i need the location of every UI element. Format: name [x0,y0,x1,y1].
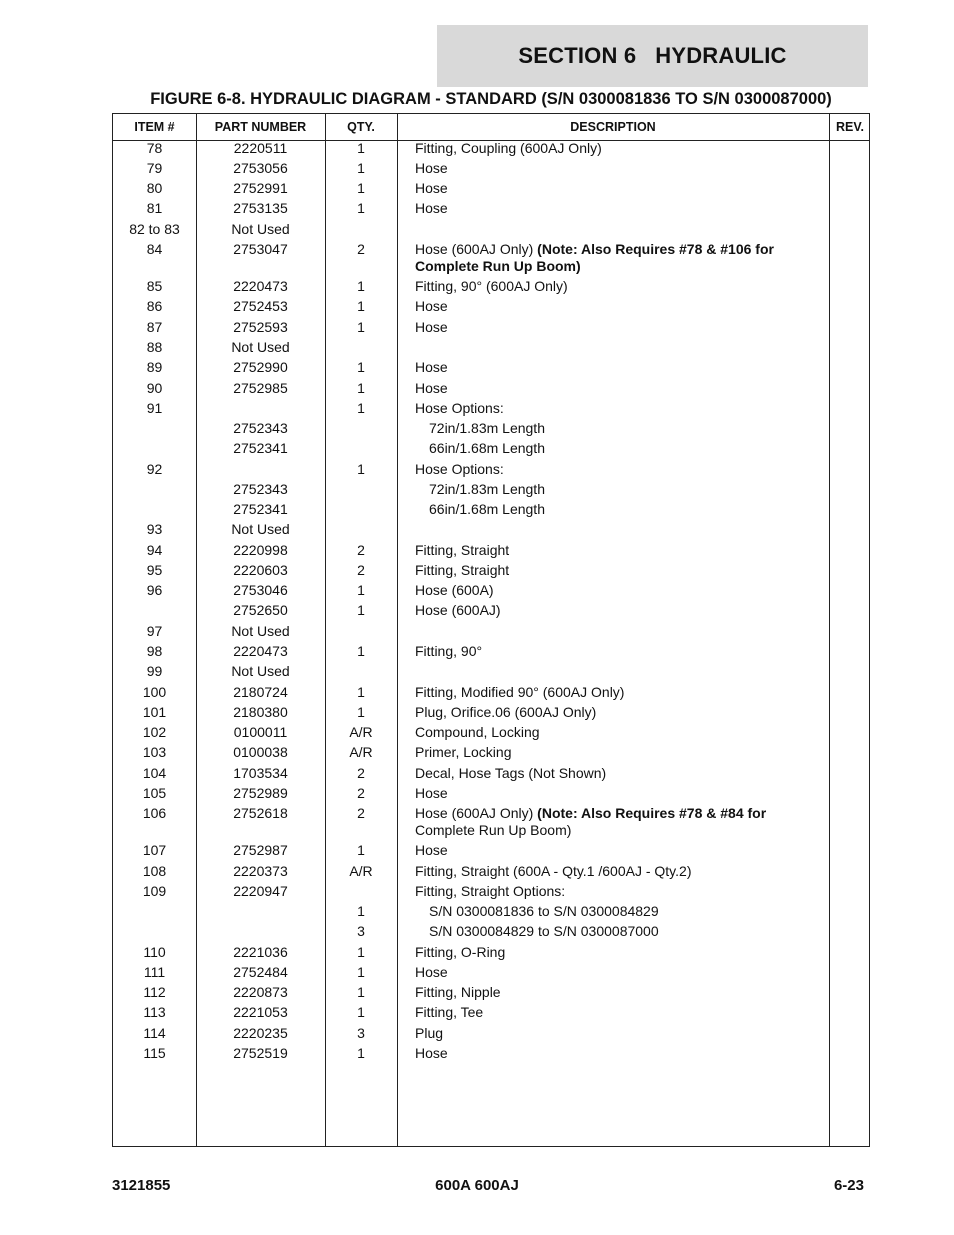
item-cell: 88 [146,339,163,355]
description-cell [415,420,829,437]
part-number-cell: 2753056 [233,160,288,176]
part-number-cell: 2752341 [233,440,288,456]
qty-cell: 1 [357,400,365,416]
column-divider [397,114,398,1146]
description-note: (Note: Also Requires #78 & #84 for [537,805,767,821]
description-cell [415,461,815,478]
part-number-cell: 2753135 [233,200,288,216]
item-cell: 80 [146,180,163,196]
item-cell: 92 [146,461,163,477]
description-text: Hose (600A) [415,582,494,598]
header-item: ITEM # [134,120,175,134]
description-note-continued: Complete Run Up Boom) [415,258,581,274]
qty-cell: 1 [357,684,365,700]
description-text: Fitting, 90° [415,643,483,659]
description-note-continued: Complete Run Up Boom) [415,822,572,838]
header-qty: QTY. [347,120,375,134]
item-cell: 107 [142,842,167,858]
qty-cell: 1 [357,461,365,477]
part-number-cell: 2220473 [233,278,288,294]
description-text: Plug, Orifice.06 (600AJ Only) [415,704,597,720]
item-cell: 89 [146,359,163,375]
description-text: Hose [415,200,448,216]
description-cell [415,481,829,498]
part-number-cell: 2220511 [233,140,288,156]
model-label: 600A 600AJ [435,1177,519,1194]
item-cell: 108 [142,863,167,879]
description-text: 66in/1.68m Length [429,440,545,456]
item-cell: 91 [146,400,163,416]
part-number-cell: 2752989 [233,785,288,801]
qty-cell: 1 [357,984,365,1000]
qty-cell: 2 [357,562,365,578]
description-cell [415,944,815,961]
part-number-cell: 2220947 [233,883,288,899]
item-cell: 85 [146,278,163,294]
description-cell [415,1045,815,1062]
description-text: Primer, Locking [415,744,512,760]
description-cell [415,160,815,177]
part-number-cell: 2752519 [233,1045,288,1061]
qty-cell: 3 [357,1025,365,1041]
part-number-cell: 2220603 [233,562,288,578]
description-text: Hose (600AJ) [415,602,501,618]
item-cell: 82 to 83 [129,221,180,237]
part-number-cell: 2752453 [233,298,288,314]
description-cell [415,200,815,217]
qty-cell: 1 [357,602,365,618]
item-cell: 94 [146,542,163,558]
item-cell: 115 [143,1045,166,1061]
description-text: Fitting, O-Ring [415,944,506,960]
qty-cell: 1 [357,160,365,176]
part-number-cell: 1703534 [233,765,288,781]
item-cell: 99 [146,663,163,679]
item-cell: 106 [142,805,167,821]
column-divider [829,114,830,1146]
description-cell [415,319,815,336]
description-cell [415,359,815,376]
part-number-cell: 2752618 [233,805,288,821]
part-number-cell: 2220373 [233,863,288,879]
description-text: Hose [415,359,448,375]
description-cell [415,501,829,518]
qty-cell: 1 [357,944,365,960]
qty-cell: 2 [357,805,365,821]
qty-cell: 1 [357,359,365,375]
description-text: Plug [415,1025,444,1041]
qty-cell: 2 [357,241,365,257]
part-number-cell: 2220473 [233,643,288,659]
part-number-cell: Not Used [231,521,290,537]
qty-cell: 1 [357,200,365,216]
description-cell [415,805,815,839]
description-text: S/N 0300084829 to S/N 0300087000 [429,923,659,939]
qty-cell: 1 [357,140,365,156]
description-cell [415,602,815,619]
description-text: Fitting, Nipple [415,984,501,1000]
part-number-cell: 2753046 [233,582,288,598]
part-number-cell: 2180724 [233,684,288,700]
description-cell [415,278,815,295]
description-cell [415,984,815,1001]
item-cell: 84 [146,241,163,257]
description-text: Fitting, Straight Options: [415,883,566,899]
part-number-cell: Not Used [231,623,290,639]
qty-cell: 3 [357,923,365,939]
item-cell: 81 [146,200,163,216]
part-number-cell: 2752341 [233,501,288,517]
description-cell [415,643,815,660]
item-cell: 98 [146,643,163,659]
item-cell: 87 [146,319,163,335]
description-text: Compound, Locking [415,724,540,740]
description-text: Hose [415,380,448,396]
description-text: Fitting, Straight [415,562,510,578]
qty-cell: 1 [357,582,365,598]
description-text: Fitting, Tee [415,1004,484,1020]
qty-cell: A/R [349,724,373,740]
qty-cell: 1 [357,1004,365,1020]
description-cell [415,241,815,275]
description-cell [415,903,829,920]
part-number-cell: 2752650 [233,602,288,618]
qty-cell: 2 [357,542,365,558]
item-cell: 100 [142,684,167,700]
part-number-cell: 2752985 [233,380,288,396]
page-number: 6-23 [833,1177,864,1194]
description-text: Hose [415,180,448,196]
qty-cell: 1 [357,380,365,396]
description-cell [415,863,815,880]
header-part-number: PART NUMBER [214,120,307,134]
description-cell [415,180,815,197]
description-text: 66in/1.68m Length [429,501,545,517]
description-cell [415,883,815,900]
description-text: Fitting, Straight (600A - Qty.1 /600AJ - Qty.2) [415,863,692,879]
part-number-cell: 2752987 [233,842,288,858]
item-cell: 79 [146,160,163,176]
item-cell: 90 [146,380,163,396]
description-cell [415,684,815,701]
description-text: Hose [415,842,448,858]
description-text: Hose Options: [415,400,504,416]
part-number-cell: 2752991 [233,180,288,196]
qty-cell: 1 [357,842,365,858]
part-number-cell: 2752343 [233,420,288,436]
qty-cell: 1 [357,704,365,720]
part-number-cell: Not Used [231,663,290,679]
item-cell: 86 [146,298,163,314]
description-text: 72in/1.83m Length [429,420,545,436]
description-text: Hose [415,319,448,335]
description-text: Fitting, Straight [415,542,510,558]
item-cell: 97 [146,623,163,639]
qty-cell: 1 [357,903,365,919]
description-text: Hose [415,160,448,176]
part-number-cell: 2180380 [233,704,288,720]
description-cell [415,765,815,782]
qty-cell: A/R [349,863,373,879]
part-number-cell: 2220873 [233,984,288,1000]
qty-cell: 1 [357,1045,365,1061]
description-text: S/N 0300081836 to S/N 0300084829 [429,903,659,919]
item-cell: 110 [143,944,166,960]
description-text: Hose (600AJ Only) [415,805,538,821]
qty-cell: 1 [357,319,365,335]
parts-table [112,113,870,1147]
header-rev: REV. [835,120,865,134]
item-cell: 111 [143,964,166,980]
description-cell [415,724,815,741]
description-text: Hose [415,964,448,980]
item-cell: 103 [142,744,167,760]
qty-cell: 2 [357,785,365,801]
part-number-cell: 0100011 [233,724,288,740]
qty-cell: 2 [357,765,365,781]
description-text: Hose [415,785,448,801]
item-cell: 104 [142,765,167,781]
part-number-cell: 2221053 [233,1004,288,1020]
part-number-cell: 2752990 [233,359,288,375]
description-cell [415,298,815,315]
description-cell [415,440,829,457]
item-cell: 109 [142,883,167,899]
item-cell: 93 [146,521,163,537]
item-cell: 112 [143,984,166,1000]
description-cell [415,1025,815,1042]
description-cell [415,562,815,579]
item-cell: 102 [142,724,167,740]
qty-cell: 1 [357,180,365,196]
description-cell [415,964,815,981]
description-cell [415,582,815,599]
description-cell [415,704,815,721]
part-number-cell: Not Used [231,221,290,237]
description-cell [415,1004,815,1021]
item-cell: 78 [146,140,163,156]
item-cell: 114 [143,1025,166,1041]
qty-cell: A/R [349,744,373,760]
header-description: DESCRIPTION [570,120,656,134]
description-cell [415,140,815,157]
description-text: Decal, Hose Tags (Not Shown) [415,765,607,781]
item-cell: 113 [143,1004,166,1020]
description-text: Hose [415,1045,448,1061]
description-text: Fitting, 90° (600AJ Only) [415,278,568,294]
description-text: Hose [415,298,448,314]
description-cell [415,400,815,417]
description-text: Hose (600AJ Only) [415,241,538,257]
description-cell [415,744,815,761]
qty-cell: 1 [357,964,365,980]
qty-cell: 1 [357,298,365,314]
description-cell [415,923,829,940]
part-number-cell: 2220235 [233,1025,288,1041]
description-cell [415,842,815,859]
part-number-cell: 2220998 [233,542,288,558]
part-number-cell: 2753047 [233,241,288,257]
item-cell: 101 [142,704,167,720]
description-cell [415,785,815,802]
qty-cell: 1 [357,278,365,294]
item-cell: 95 [146,562,163,578]
description-text: Fitting, Coupling (600AJ Only) [415,140,602,156]
part-number-cell: Not Used [231,339,290,355]
description-note: (Note: Also Requires #78 & #106 for [537,241,774,257]
section-title: SECTION 6 HYDRAULIC [518,43,787,68]
part-number-cell: 2752593 [233,319,288,335]
description-text: 72in/1.83m Length [429,481,545,497]
description-cell [415,380,815,397]
item-cell: 105 [142,785,167,801]
doc-number: 3121855 [112,1177,171,1194]
figure-title: FIGURE 6-8. HYDRAULIC DIAGRAM - STANDARD (S/N 0300081836 TO S/N 0300087000) [150,90,832,108]
description-text: Hose Options: [415,461,504,477]
description-cell [415,542,815,559]
part-number-cell: 2752484 [233,964,288,980]
description-text: Fitting, Modified 90° (600AJ Only) [415,684,625,700]
section-header [437,25,868,87]
part-number-cell: 2752343 [233,481,288,497]
qty-cell: 1 [357,643,365,659]
part-number-cell: 2221036 [233,944,288,960]
item-cell: 96 [146,582,163,598]
part-number-cell: 0100038 [233,744,288,760]
